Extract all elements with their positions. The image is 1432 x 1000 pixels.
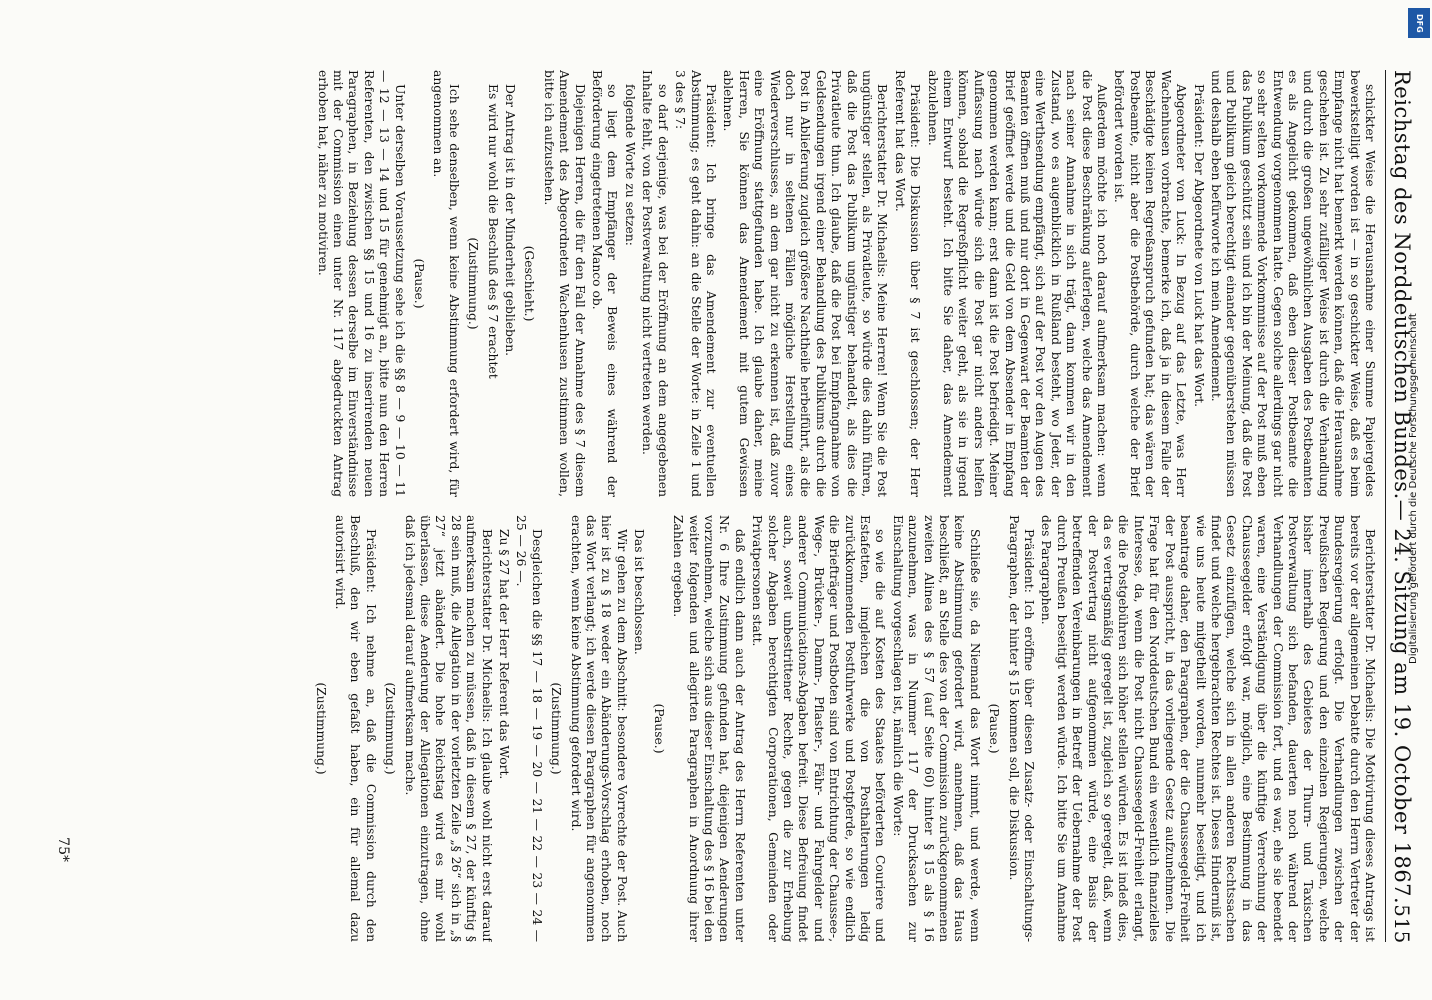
digitization-credit: Digitalisierung gefördert durch die Deutsche Forschungsgemeinschaft: [1408, 313, 1419, 664]
paragraph: Präsident: Der Abgeordnete von Luck hat das Wort.: [1191, 84, 1206, 408]
paragraph: Präsident: Ich nehme an, daß die Commission durch den Beschluß, den wir eben gefaßt haben, ein für allemal dazu autorisirt wird.: [333, 515, 378, 942]
paragraph: Zu § 27 hat der Herr Referent das Wort.: [497, 529, 512, 780]
paragraph: daß endlich dann auch der Antrag des Herrn Referenten unter Nr. 6 Ihre Zustimmung gefunden hat, diejenigen Aenderungen vorzunehmen, welche sich aus dieser Einschaltung des § 16 bei den weiter folgenden und allegirten Paragraphen in Anordnung ihrer Zahlen ergeben.: [671, 515, 747, 942]
paragraph: so wie die auf Kosten des Staates beförderten Couriere und Estafetten, imgleichen die von Posthalterungen ledig zurückkommenden Postfuhrwerke und Postpferde, so wie endlich die Briefträger und Postboten sind von Entrichtung der Chaussee-, Wege-, Brücken-, Damm-, Pflaster-, Fähr- und Fahrgelder und anderer Communications-Abgaben befreit. Diese Befreiung findet auch, soweit unbestrittener Rechte, gegen die zur Erhebung solcher Abgaben berechtigten Corporationen, Gemeinden oder Privatpersonen statt.: [750, 515, 888, 942]
header-left: Reichstag des Norddeutschen Bundes.: [1390, 70, 1414, 500]
signature-mark: 75*: [55, 837, 71, 862]
paragraph: so liegt dem Empfänger der Beweis eines während der Beförderung eingetretenen Manco ob.: [590, 70, 620, 497]
dfg-logo: DFG: [1408, 8, 1430, 38]
paragraph: (Zustimmung.): [383, 682, 398, 775]
paragraph: Wir gehen zu dem Abschnitt: besondere Vorrechte der Post. Auch hier ist zu § 18 weder ein Abänderungs-Vorschlag erhoben, noch das Wort verlangt; ich werde diesen Paragraphen für angenommen erachten, wenn keine Abstimmung gefordert wird.: [568, 515, 629, 942]
paragraph: Der Antrag ist in der Minderheit geblieben.: [503, 84, 518, 357]
paragraph: Abgeordneter von Luck: In Bezug auf das Letzte, was Herr Wachenhusen vorbrachte, bemerke ich, daß ja in diesem Falle der Beschädigte keinen Regreßanspruch gefunden hat; das wären der Postbeamte, nicht aber die Postbehörde, durch welche der Brief befördert worden ist.: [1112, 70, 1189, 497]
paragraph: Außerdem möchte ich noch darauf aufmerksam machen: wenn die Post diese Beschränkung auferlegen, welche das Amendement nach seiner Annahme in sich trägt, dann kommen wir in den Zustand, wo es augenblicklich in Rußland besteht, wo Jeder, der eine Werthsendung empfängt, sich auf der Post vor den Augen des Beamten öffnen muß und nur dort in Gegenwart der Beamten der Brief geöffnet werde und die Geld von dem Absender in Empfang genommen werden kann; erst dann ist die Post befriedigt. Meiner Auffassung nach würde sich die Post gar nicht anders helfen können, sobald die Regreßpflicht weiter geht, als sie in irgend einem Entwurf besteht. Ich bitte Sie daher, das Amendement abzulehnen.: [925, 70, 1110, 497]
page-number: 515: [1390, 904, 1414, 944]
paragraph: Präsident: Ich bringe das Amendement zur eventuellen Abstimmung; es geht dahin: an die Stelle der Worte: in Zeile 1 und 3 des § 7:: [673, 70, 718, 497]
paragraph: (Zustimmung.): [313, 682, 328, 775]
header-center: — 24. Sitzung am 19. October 1867.: [1390, 499, 1414, 905]
paragraph: so darf derjenige, was bei der Eröffnung an dem angegebenen Inhalte fehlt, von der Postverwaltung nicht vertreten werden.: [640, 70, 670, 497]
left-column: [77, 70, 1377, 497]
paragraph: Berichterstatter Dr. Michaelis: Ich glaube wohl nicht erst darauf aufmerksam machen zu müssen, daß in diesem § 27, der künftig § 28 sein muß, die Allegation in der vorletzten Zeile „§ 26“ sich in „§ 27“ jetzt abändert. Die hohe Reichstag wird es mir wohl überlassen, diese Aenderung der Allegationen einzutragen, ohne daß ich jedesmal darauf aufmerksam mache.: [402, 515, 494, 942]
paragraph: (Pause.): [987, 703, 1002, 754]
paragraph: Diejenigen Herren, die für den Fall der Annahme des § 7 diesem Amendement des Abgeordneten Wachenhusen zustimmen wollen, bitte ich aufzustehen.: [541, 70, 587, 497]
paragraph: Berichterstatter Dr. Michaelis: Die Motivirung dieses Antrags ist bereits vor der allgemeinen Debatte durch den Herrn Vertreter der Bundesregierung erfolgt. Die Verhandlungen zwischen der Preußischen Regierung und den einzelnen Regierungen, welche bisher innerhalb des Gebietes der Thurn- und Taxischen Postverwaltung sich befanden, dauerten noch während der Verhandlungen der Commission fort, und es war, ehe sie beendet waren, eine Verständigung über die künftige Verrechnung der Chausseegelder erfolgt war, möglich, eine Bestimmung in das Gesetz einzufügen, welche sich in allen anderen Rechtssachen findet und welche hergebrachten Rechtes ist. Dieses Hinderniß ist, wie uns heute mitgetheilt worden, nunmehr beseitigt, und ich beantrage daher, den Paragraphen, der die Chausseegeld-Freiheit der Post ausspricht, in das vorliegende Gesetz aufzunehmen. Die Frage hat für den Norddeutschen Bund ein wesentlich finanzielles Interesse, da, wenn die Post nicht Chausseegeld-Freiheit erlangt, die die Postgebühren sich höher stellen würden. Es ist indeß dies, da es vertragsmäßig geregelt ist, zugleich so geregelt, daß, wenn der Postvertrag nicht aufgenommen würde, eine Basis der betreffenden Vereinbarungen in Betreff der Uebernahme der Post durch Preußen beseitigt werden würde. Ich bitte Sie um Annahme des Paragraphen.: [1039, 515, 1377, 942]
paragraph: Schließe sie, da Niemand das Wort nimmt, und werde, wenn keine Abstimmung gefordert wird, annehmen, daß das Haus beschließt, an Stelle des von der Commission zurückgenommenen zweiten Alinea des § 57 (auf Seite 60) hinter § 15 als § 16 anzunehmen, was in Nummer 117 der Drucksachen zur Einschaltung vorgeschlagen ist, nämlich die Worte:: [890, 515, 982, 942]
paragraph: Es wird nur wohl die Beschluß des § 7 erachtet: [485, 84, 500, 379]
paragraph: schickter Weise die Herausnahme einer Summe Papiergeldes bewerkstelligt worden ist — in so geschickter Weise, daß es beim Empfange nicht hat bemerkt werden können, daß die Herausnahme geschehen ist. Zu sehr zufälliger Weise ist durch die Verhandlung und durch die großen ungewöhnlichen Ausgaben des Postbeamten es als Angelicht gekommen, daß eben dieser Postbeamte die Entwendung vorgenommen hatte. Gegen solche allerdings gar nicht so sehr selten vorkommende Vorkommnisse auf der Post muß eben das Publikum geschützt sein und ich bin der Meinung, daß die Post und Publikum gleich berechtigt einander gegenüberstehen müssen und deshalb eben befürworte ich mein Amendement.: [1208, 70, 1377, 497]
paragraph: (Zustimmung.): [466, 237, 481, 330]
paragraph: Das ist beschlossen.: [632, 529, 647, 655]
right-column: [77, 515, 1377, 942]
paragraph: folgende Worte zu setzen:: [622, 84, 637, 246]
paragraph: Ich sehe denselben, wenn keine Abstimmung erfordert wird, für angenommen an.: [431, 70, 461, 497]
paragraph: (Pause.): [651, 703, 666, 754]
paragraph: Unter derselben Voraussetzung sehe ich die §§ 8 — 9 — 10 — 11 — 12 — 13 — 14 und 15 für genehmigt an, bitte nun den Herren Referenten, den zwischen §§ 15 und 16 zu inserirenden neuen Paragraphen, in Beziehung dessen derselbe im Einverständnisse mit der Commission einen unter Nr. 117 abgedruckten Antrag erhoben hat, näher zu motiviren.: [315, 70, 407, 497]
paragraph: (Zustimmung.): [549, 682, 564, 775]
paragraph: (Pause.): [412, 258, 427, 309]
text-columns: [77, 70, 1377, 942]
paragraph: Berichterstatter Dr. Michaelis: Meine Herren! Wenn Sie die Post ungünstiger stellen, als Privatleute, so würde dies dahin führen, daß die Post das Publikum ungünstiger behandelt, als dies die Privatleute thun. Ich glaube, daß die Post bei Empfangnahme von Geldsendungen irgend einer Behandlung des Publikums durch die Post in Ablieferung zugleich größere Nachtheile herbeiführt, als die doch nur in seltenen Fällen mögliche Herstellung eines Wiederverschlusses, an dem gar nicht zu erkennen ist, daß zuvor eine Eröffnung stattgefunden habe. Ich glaube daher, meine Herren, Sie können das Amendement mit gutem Gewissen ablehnen.: [721, 70, 890, 497]
paragraph: (Geschieht.): [522, 245, 537, 322]
paragraph: Präsident: Die Diskussion über § 7 ist geschlossen; der Herr Referent hat das Wort.: [892, 70, 923, 497]
paragraph: Desgleichen die §§ 17 — 18 — 19 — 20 — 21 — 22 — 23 — 24 — 25 — 26 —.: [514, 515, 544, 942]
paragraph: Präsident: Ich eröffne über diesen Zusatz- oder Einschaltungs-Paragraphen, der hinter § 15 kommen soll, die Diskussion.: [1006, 515, 1037, 942]
